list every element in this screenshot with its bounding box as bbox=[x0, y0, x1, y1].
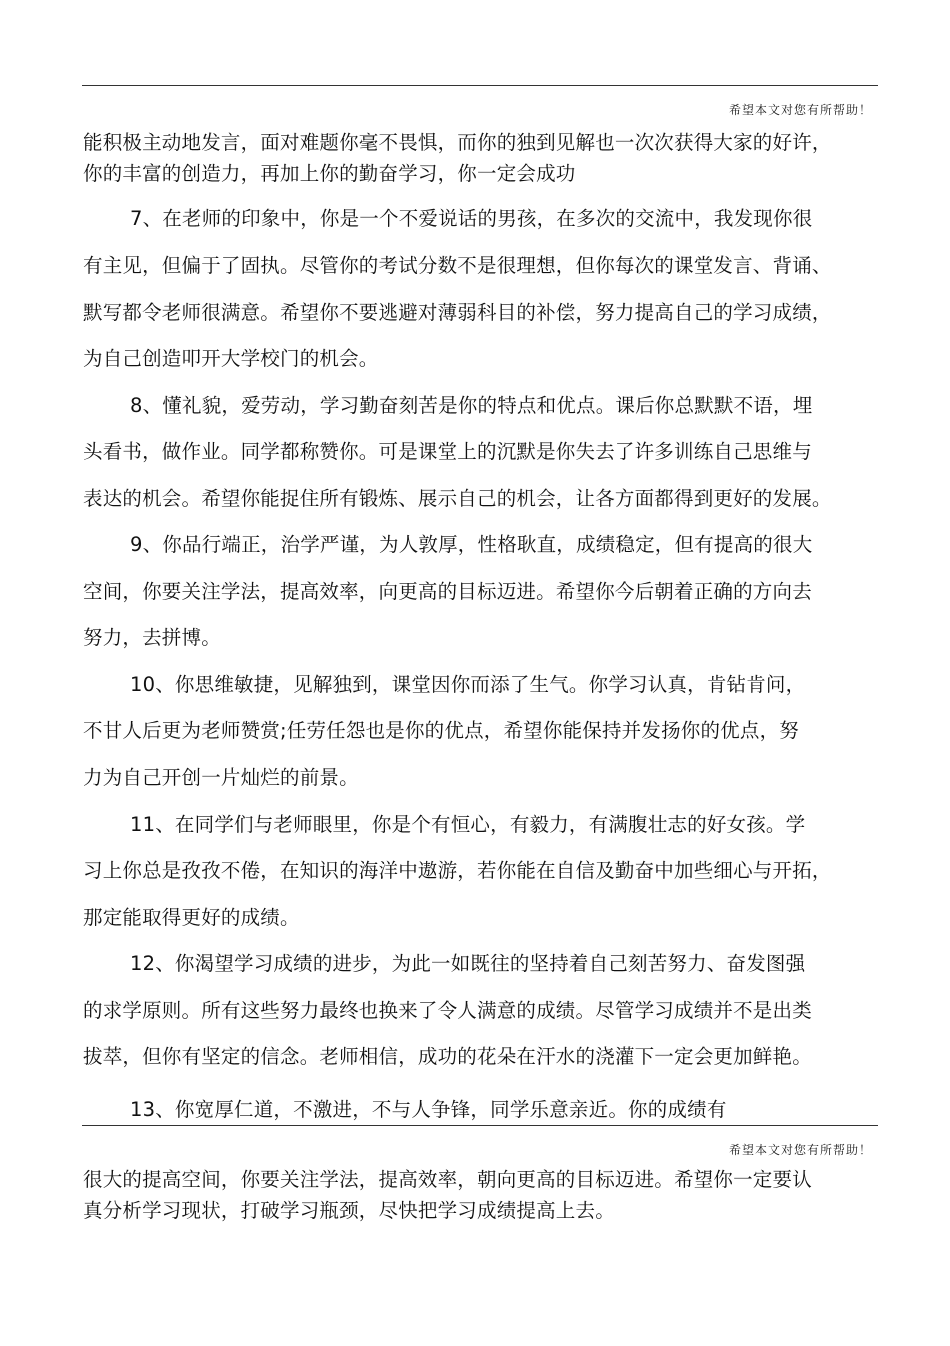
footer-rule bbox=[82, 1125, 878, 1126]
paragraph-13-start: 13、你宽厚仁道，不激进，不与人争锋，同学乐意亲近。你的成绩有 bbox=[130, 1098, 727, 1121]
text-line: 你的丰富的创造力，再加上你的勤奋学习，你一定会成功 bbox=[83, 162, 576, 185]
paragraph-9-start: 9、你品行端正，治学严谨，为人敦厚，性格耿直，成绩稳定，但有提高的很大 bbox=[130, 533, 813, 556]
text-line: 头看书，做作业。同学都称赞你。可是课堂上的沉默是你失去了许多训练自己思维与 bbox=[83, 440, 812, 463]
paragraph-7-start: 7、在老师的印象中，你是一个不爱说话的男孩，在多次的交流中，我发现你很 bbox=[130, 207, 813, 230]
text-line: 默写都令老师很满意。希望你不要逃避对薄弱科目的补偿，努力提高自己的学习成绩， bbox=[83, 301, 832, 324]
text-line: 那定能取得更好的成绩。 bbox=[83, 906, 300, 929]
footer-note: 希望本文对您有所帮助！ bbox=[728, 1143, 872, 1157]
header-note: 希望本文对您有所帮助！ bbox=[728, 103, 872, 117]
text-line: 的求学原则。所有这些努力最终也换来了令人满意的成绩。尽管学习成绩并不是出类 bbox=[83, 999, 812, 1022]
paragraph-10-start: 10、你思维敏捷，见解独到，课堂因你而添了生气。你学习认真，肯钻肯问， bbox=[130, 673, 806, 696]
text-line: 不甘人后更为老师赞赏;任劳任怨也是你的优点，希望你能保持并发扬你的优点，努 bbox=[83, 719, 799, 742]
text-line: 有主见，但偏于了固执。尽管你的考试分数不是很理想，但你每次的课堂发言、背诵、 bbox=[83, 254, 832, 277]
text-line: 为自己创造叩开大学校门的机会。 bbox=[83, 347, 379, 370]
paragraph-8-start: 8、懂礼貌，爱劳动，学习勤奋刻苦是你的特点和优点。课后你总默默不语，埋 bbox=[130, 394, 813, 417]
text-line: 拔萃，但你有坚定的信念。老师相信，成功的花朵在汗水的浇灌下一定会更加鲜艳。 bbox=[83, 1045, 812, 1068]
header-rule bbox=[82, 85, 878, 86]
text-line: 力为自己开创一片灿烂的前景。 bbox=[83, 766, 359, 789]
text-line: 努力，去拼博。 bbox=[83, 626, 221, 649]
text-line: 很大的提高空间，你要关注学法，提高效率，朝向更高的目标迈进。希望你一定要认 bbox=[83, 1168, 812, 1191]
text-line: 表达的机会。希望你能捉住所有锻炼、展示自己的机会，让各方面都得到更好的发展。 bbox=[83, 487, 832, 510]
text-line: 真分析学习现状，打破学习瓶颈，尽快把学习成绩提高上去。 bbox=[83, 1199, 615, 1222]
text-line: 空间，你要关注学法，提高效率，向更高的目标迈进。希望你今后朝着正确的方向去 bbox=[83, 580, 812, 603]
paragraph-11-start: 11、在同学们与老师眼里，你是个有恒心，有毅力，有满腹壮志的好女孩。学 bbox=[130, 813, 806, 836]
text-line: 能积极主动地发言，面对难题你毫不畏惧，而你的独到见解也一次次获得大家的好许， bbox=[83, 131, 832, 154]
paragraph-12-start: 12、你渴望学习成绩的进步，为此一如既往的坚持着自己刻苦努力、奋发图强 bbox=[130, 952, 806, 975]
text-line: 习上你总是孜孜不倦，在知识的海洋中遨游，若你能在自信及勤奋中加些细心与开拓， bbox=[83, 859, 832, 882]
